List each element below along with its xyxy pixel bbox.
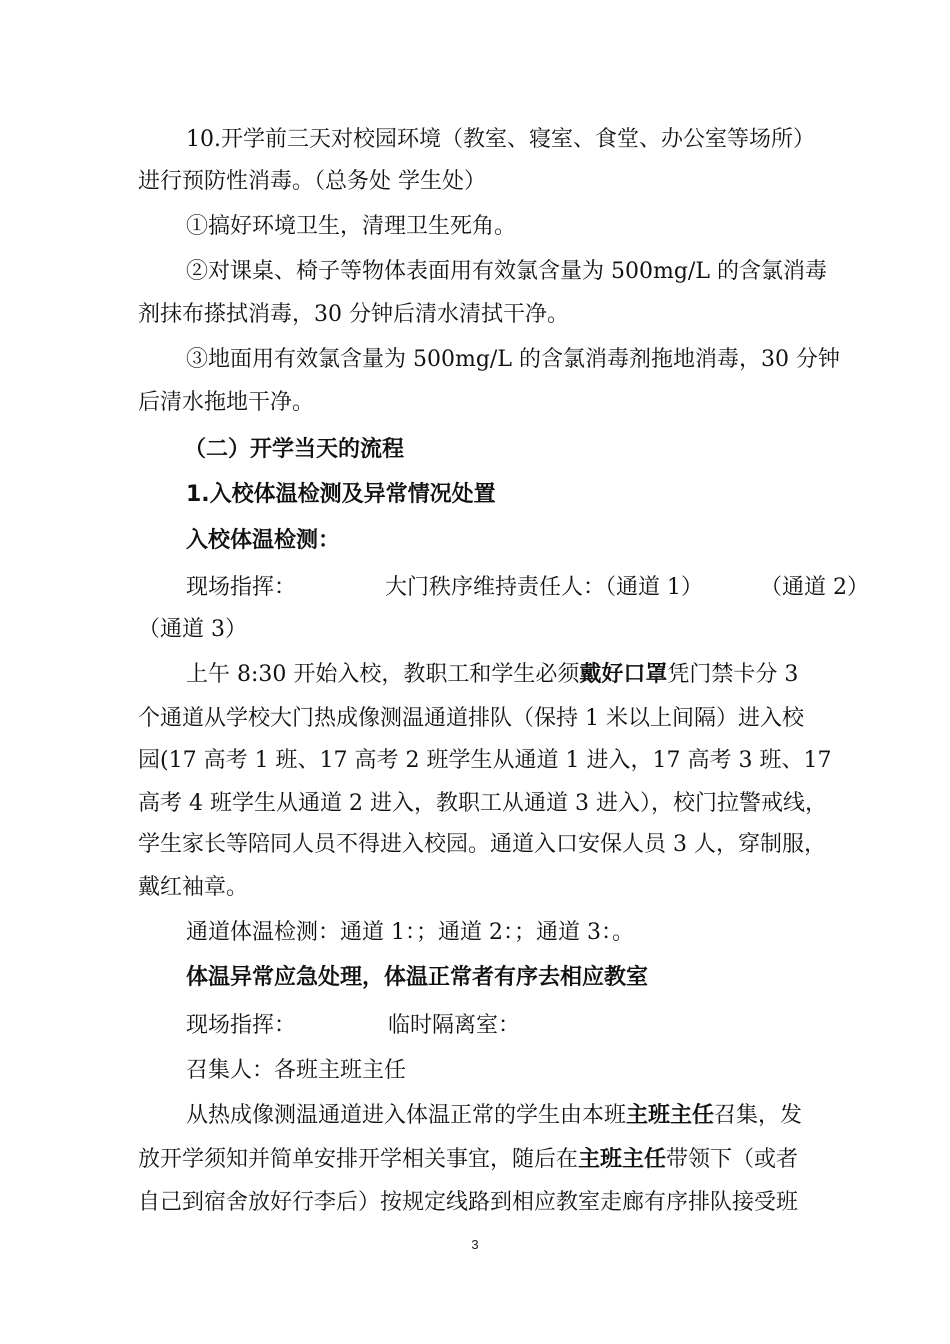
subsection-heading: 1.入校体温检测及异常情况处置: [186, 482, 496, 507]
text-run: 召集，发: [714, 1103, 803, 1128]
paragraph-line: 自己到宿舍放好行李后）按规定线路到相应教室走廊有序排队接受班: [138, 1190, 799, 1215]
emphasis-text: 戴好口罩: [579, 662, 668, 687]
section-heading: （二）开学当天的流程: [184, 437, 405, 462]
page-number: 3: [471, 1237, 479, 1252]
paragraph-line: 后清水拖地干净。: [138, 390, 315, 415]
field-label: 临时隔离室：: [388, 1013, 521, 1038]
text-run: 放开学须知并简单安排开学相关事宜，随后在: [138, 1147, 579, 1172]
paragraph-line: ①搞好环境卫生，清理卫生死角。: [186, 214, 517, 239]
bold-label: 入校体温检测：: [186, 528, 341, 553]
paragraph-line: [138, 1145, 950, 1175]
paragraph-line: 园(17 高考 1 班、17 高考 2 班学生从通道 1 进入，17 高考 3 班、17: [138, 748, 832, 773]
field-label: 大门秩序维持责任人：（通道 1）: [385, 575, 703, 600]
paragraph-line: 10.开学前三天对校园环境（教室、寝室、食堂、办公室等场所）: [186, 127, 815, 152]
paragraph-line: [186, 660, 950, 690]
paragraph-line: 剂抹布搽拭消毒，30 分钟后清水清拭干净。: [138, 302, 569, 327]
paragraph-line: ②对课桌、椅子等物体表面用有效氯含量为 500mg/L 的含氯消毒: [186, 259, 827, 284]
paragraph-line: 高考 4 班学生从通道 2 进入，教职工从通道 3 进入），校门拉警戒线，: [138, 791, 827, 816]
field-label: 召集人：各班主班主任: [186, 1058, 407, 1083]
paragraph-line: [186, 1101, 950, 1131]
field-label: 现场指挥：: [186, 575, 297, 600]
paragraph-line: 进行预防性消毒。（总务处 学生处）: [138, 169, 486, 194]
emphasis-text: 主班主任: [578, 1147, 667, 1172]
bold-label: 体温异常应急处理，体温正常者有序去相应教室: [186, 965, 649, 990]
paragraph-line: 戴红袖章。: [138, 875, 249, 900]
paragraph-line: 通道体温检测：通道 1：；通道 2：；通道 3：。: [186, 920, 634, 945]
field-label: （通道 2）: [760, 575, 869, 600]
paragraph-line: 个通道从学校大门热成像测温通道排队（保持 1 米以上间隔）进入校: [138, 706, 804, 731]
field-label: 现场指挥：: [186, 1013, 297, 1038]
text-run: 从热成像测温通道进入体温正常的学生由本班: [186, 1103, 627, 1128]
emphasis-text: 主班主任: [626, 1103, 715, 1128]
paragraph-line: 学生家长等陪同人员不得进入校园。通道入口安保人员 3 人，穿制服，: [138, 832, 826, 857]
text-run: 上午 8:30 开始入校，教职工和学生必须: [186, 662, 580, 687]
text-run: 凭门禁卡分 3: [667, 662, 799, 687]
paragraph-line: ③地面用有效氯含量为 500mg/L 的含氯消毒剂拖地消毒，30 分钟: [186, 347, 840, 372]
text-run: 带领下（或者: [666, 1147, 799, 1172]
field-label: （通道 3）: [138, 617, 247, 642]
